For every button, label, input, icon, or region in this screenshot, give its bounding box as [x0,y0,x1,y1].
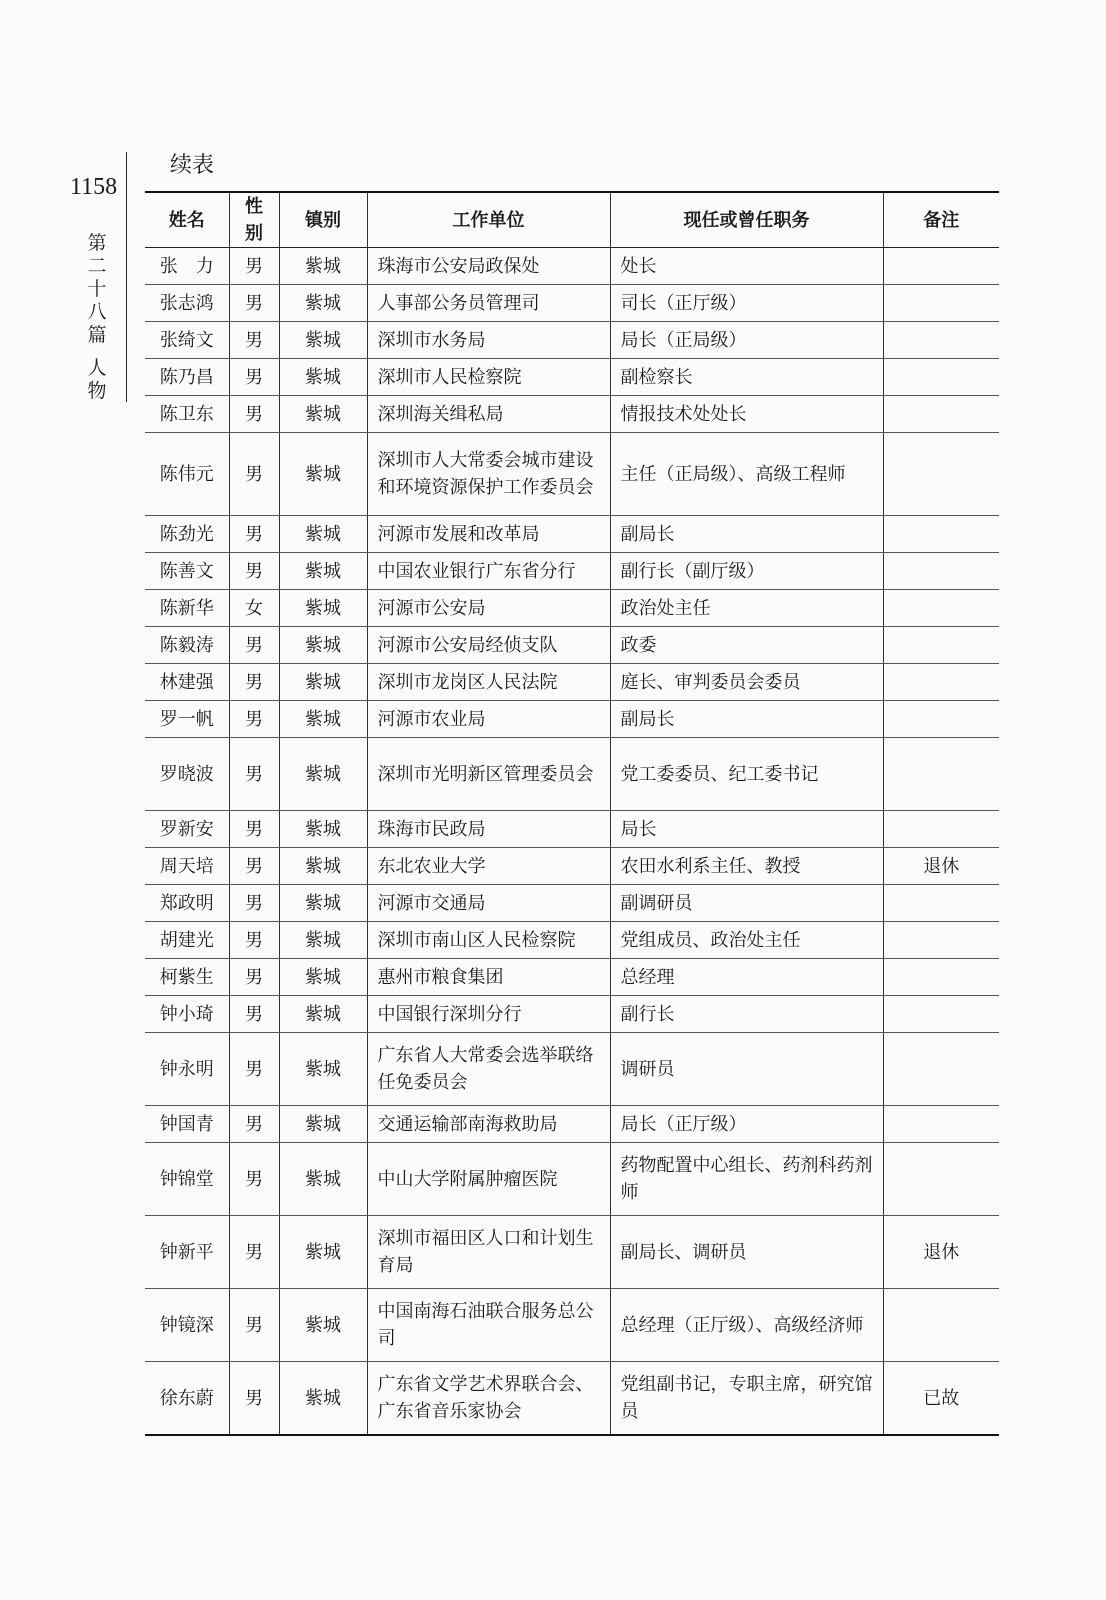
table-row [145,738,999,811]
header-town: 镇别 [279,192,367,248]
cell-post: 局长 [610,811,883,848]
cell-town: 紫城 [279,627,367,664]
cell-town: 紫城 [279,701,367,738]
cell-remark [883,664,999,701]
cell-name: 周天培 [145,848,229,885]
cell-unit: 深圳市人民检察院 [367,359,610,396]
cell-town: 紫城 [279,1143,367,1216]
table-row [145,1106,999,1143]
cell-gender: 男 [229,1362,279,1436]
cell-town: 紫城 [279,1033,367,1106]
table-row [145,811,999,848]
cell-remark [883,738,999,811]
chapter-char: 八 [87,301,107,323]
cell-gender: 男 [229,516,279,553]
cell-gender: 男 [229,627,279,664]
cell-town: 紫城 [279,248,367,285]
cell-town: 紫城 [279,996,367,1033]
table-row [145,553,999,590]
cell-post: 庭长、审判委员会委员 [610,664,883,701]
table-row [145,322,999,359]
cell-remark [883,433,999,516]
cell-town: 紫城 [279,433,367,516]
cell-name: 罗新安 [145,811,229,848]
cell-gender: 男 [229,1033,279,1106]
cell-town: 紫城 [279,885,367,922]
cell-name: 钟国青 [145,1106,229,1143]
cell-town: 紫城 [279,1106,367,1143]
cell-town: 紫城 [279,664,367,701]
table-row [145,396,999,433]
cell-town: 紫城 [279,285,367,322]
cell-town: 紫城 [279,959,367,996]
table-row [145,664,999,701]
cell-gender: 男 [229,701,279,738]
cell-unit: 河源市农业局 [367,701,610,738]
cell-name: 张绮文 [145,322,229,359]
header-name: 姓名 [145,192,229,248]
table-row [145,848,999,885]
cell-remark [883,1289,999,1362]
cell-remark [883,1143,999,1216]
chapter-char: 十 [87,278,107,300]
cell-unit: 惠州市粮食集团 [367,959,610,996]
cell-gender: 男 [229,285,279,322]
table-row [145,1033,999,1106]
cell-remark [883,285,999,322]
cell-gender: 男 [229,848,279,885]
cell-remark [883,553,999,590]
cell-town: 紫城 [279,922,367,959]
table-row [145,433,999,516]
page-number: 1158 [70,174,118,200]
cell-town: 紫城 [279,322,367,359]
table-row [145,701,999,738]
cell-remark: 退休 [883,1216,999,1289]
cell-remark [883,1106,999,1143]
cell-post: 党组副书记，专职主席，研究馆员 [610,1362,883,1436]
cell-remark [883,627,999,664]
cell-town: 紫城 [279,590,367,627]
cell-name: 陈善文 [145,553,229,590]
cell-post: 政治处主任 [610,590,883,627]
cell-post: 党工委委员、纪工委书记 [610,738,883,811]
cell-gender: 男 [229,1216,279,1289]
cell-name: 胡建光 [145,922,229,959]
cell-name: 张志鸿 [145,285,229,322]
table-row [145,885,999,922]
cell-post: 副检察长 [610,359,883,396]
side-rule [126,152,127,402]
table-row [145,922,999,959]
chapter-heading [85,232,109,403]
cell-post: 农田水利系主任、教授 [610,848,883,885]
cell-name: 柯紫生 [145,959,229,996]
continue-label: 续表 [170,153,215,178]
cell-unit: 深圳海关缉私局 [367,396,610,433]
cell-post: 政委 [610,627,883,664]
cell-gender: 男 [229,1106,279,1143]
table-row [145,516,999,553]
cell-unit: 河源市交通局 [367,885,610,922]
cell-gender: 男 [229,738,279,811]
cell-post: 总经理 [610,959,883,996]
cell-unit: 中国银行深圳分行 [367,996,610,1033]
chapter-char: 人 [87,357,107,379]
cell-gender: 男 [229,811,279,848]
cell-gender: 男 [229,1143,279,1216]
table-row [145,285,999,322]
cell-post: 总经理（正厅级）、高级经济师 [610,1289,883,1362]
cell-name: 陈卫东 [145,396,229,433]
cell-town: 紫城 [279,553,367,590]
header-remark: 备注 [883,192,999,248]
cell-name: 张 力 [145,248,229,285]
cell-town: 紫城 [279,516,367,553]
cell-name: 钟锦堂 [145,1143,229,1216]
cell-unit: 珠海市民政局 [367,811,610,848]
cell-post: 药物配置中心组长、药剂科药剂师 [610,1143,883,1216]
cell-post: 局长（正厅级） [610,1106,883,1143]
cell-remark: 退休 [883,848,999,885]
cell-post: 副调研员 [610,885,883,922]
cell-unit: 广东省文学艺术界联合会、广东省音乐家协会 [367,1362,610,1436]
table-row [145,1143,999,1216]
cell-post: 情报技术处处长 [610,396,883,433]
header-gender: 性别 [229,192,279,248]
cell-unit: 河源市发展和改革局 [367,516,610,553]
cell-remark: 已故 [883,1362,999,1436]
cell-post: 司长（正厅级） [610,285,883,322]
table-row [145,1289,999,1362]
cell-remark [883,590,999,627]
cell-post: 副局长 [610,701,883,738]
cell-name: 陈乃昌 [145,359,229,396]
cell-gender: 男 [229,959,279,996]
chapter-gap [85,347,109,357]
table-header-row [145,192,999,248]
cell-town: 紫城 [279,396,367,433]
cell-gender: 男 [229,1289,279,1362]
cell-name: 罗一帆 [145,701,229,738]
table-row [145,590,999,627]
cell-unit: 河源市公安局经侦支队 [367,627,610,664]
cell-gender: 男 [229,396,279,433]
cell-post: 主任（正局级）、高级工程师 [610,433,883,516]
cell-post: 局长（正局级） [610,322,883,359]
chapter-char: 二 [87,255,107,277]
cell-unit: 中山大学附属肿瘤医院 [367,1143,610,1216]
cell-remark [883,922,999,959]
table-row [145,1216,999,1289]
cell-unit: 深圳市光明新区管理委员会 [367,738,610,811]
cell-unit: 深圳市福田区人口和计划生育局 [367,1216,610,1289]
cell-name: 钟镜深 [145,1289,229,1362]
cell-unit: 中国农业银行广东省分行 [367,553,610,590]
cell-town: 紫城 [279,1289,367,1362]
cell-remark [883,359,999,396]
chapter-char: 第 [87,232,107,254]
cell-post: 处长 [610,248,883,285]
table-row [145,248,999,285]
cell-name: 钟小琦 [145,996,229,1033]
cell-town: 紫城 [279,738,367,811]
cell-gender: 男 [229,433,279,516]
cell-unit: 中国南海石油联合服务总公司 [367,1289,610,1362]
table-row [145,996,999,1033]
cell-name: 钟新平 [145,1216,229,1289]
cell-town: 紫城 [279,1216,367,1289]
table-row [145,959,999,996]
cell-unit: 交通运输部南海救助局 [367,1106,610,1143]
cell-post: 副行长 [610,996,883,1033]
chapter-char: 物 [87,380,107,402]
header-unit: 工作单位 [367,192,610,248]
cell-remark [883,959,999,996]
cell-town: 紫城 [279,848,367,885]
cell-unit: 东北农业大学 [367,848,610,885]
cell-remark [883,396,999,433]
cell-gender: 男 [229,664,279,701]
cell-post: 调研员 [610,1033,883,1106]
cell-gender: 男 [229,322,279,359]
cell-post: 副行长（副厅级） [610,553,883,590]
cell-name: 罗晓波 [145,738,229,811]
cell-town: 紫城 [279,359,367,396]
cell-remark [883,885,999,922]
table-row [145,359,999,396]
cell-gender: 男 [229,996,279,1033]
cell-gender: 男 [229,359,279,396]
cell-name: 郑政明 [145,885,229,922]
cell-town: 紫城 [279,811,367,848]
cell-gender: 男 [229,553,279,590]
cell-name: 林建强 [145,664,229,701]
cell-unit: 深圳市水务局 [367,322,610,359]
cell-unit: 深圳市龙岗区人民法院 [367,664,610,701]
cell-post: 副局长、调研员 [610,1216,883,1289]
cell-gender: 男 [229,248,279,285]
table-row [145,1362,999,1436]
cell-unit: 河源市公安局 [367,590,610,627]
personnel-table [145,191,999,1436]
cell-post: 副局长 [610,516,883,553]
cell-name: 陈新华 [145,590,229,627]
cell-gender: 女 [229,590,279,627]
cell-remark [883,996,999,1033]
cell-remark [883,248,999,285]
cell-remark [883,811,999,848]
cell-unit: 人事部公务员管理司 [367,285,610,322]
cell-remark [883,701,999,738]
header-post: 现任或曾任职务 [610,192,883,248]
cell-remark [883,322,999,359]
table-row [145,627,999,664]
cell-gender: 男 [229,885,279,922]
cell-name: 陈劲光 [145,516,229,553]
cell-unit: 珠海市公安局政保处 [367,248,610,285]
cell-name: 陈毅涛 [145,627,229,664]
cell-unit: 深圳市人大常委会城市建设和环境资源保护工作委员会 [367,433,610,516]
cell-remark [883,516,999,553]
cell-unit: 深圳市南山区人民检察院 [367,922,610,959]
chapter-char: 篇 [87,324,107,346]
cell-gender: 男 [229,922,279,959]
cell-name: 徐东蔚 [145,1362,229,1436]
cell-town: 紫城 [279,1362,367,1436]
cell-unit: 广东省人大常委会选举联络任免委员会 [367,1033,610,1106]
cell-name: 陈伟元 [145,433,229,516]
cell-post: 党组成员、政治处主任 [610,922,883,959]
cell-remark [883,1033,999,1106]
cell-name: 钟永明 [145,1033,229,1106]
